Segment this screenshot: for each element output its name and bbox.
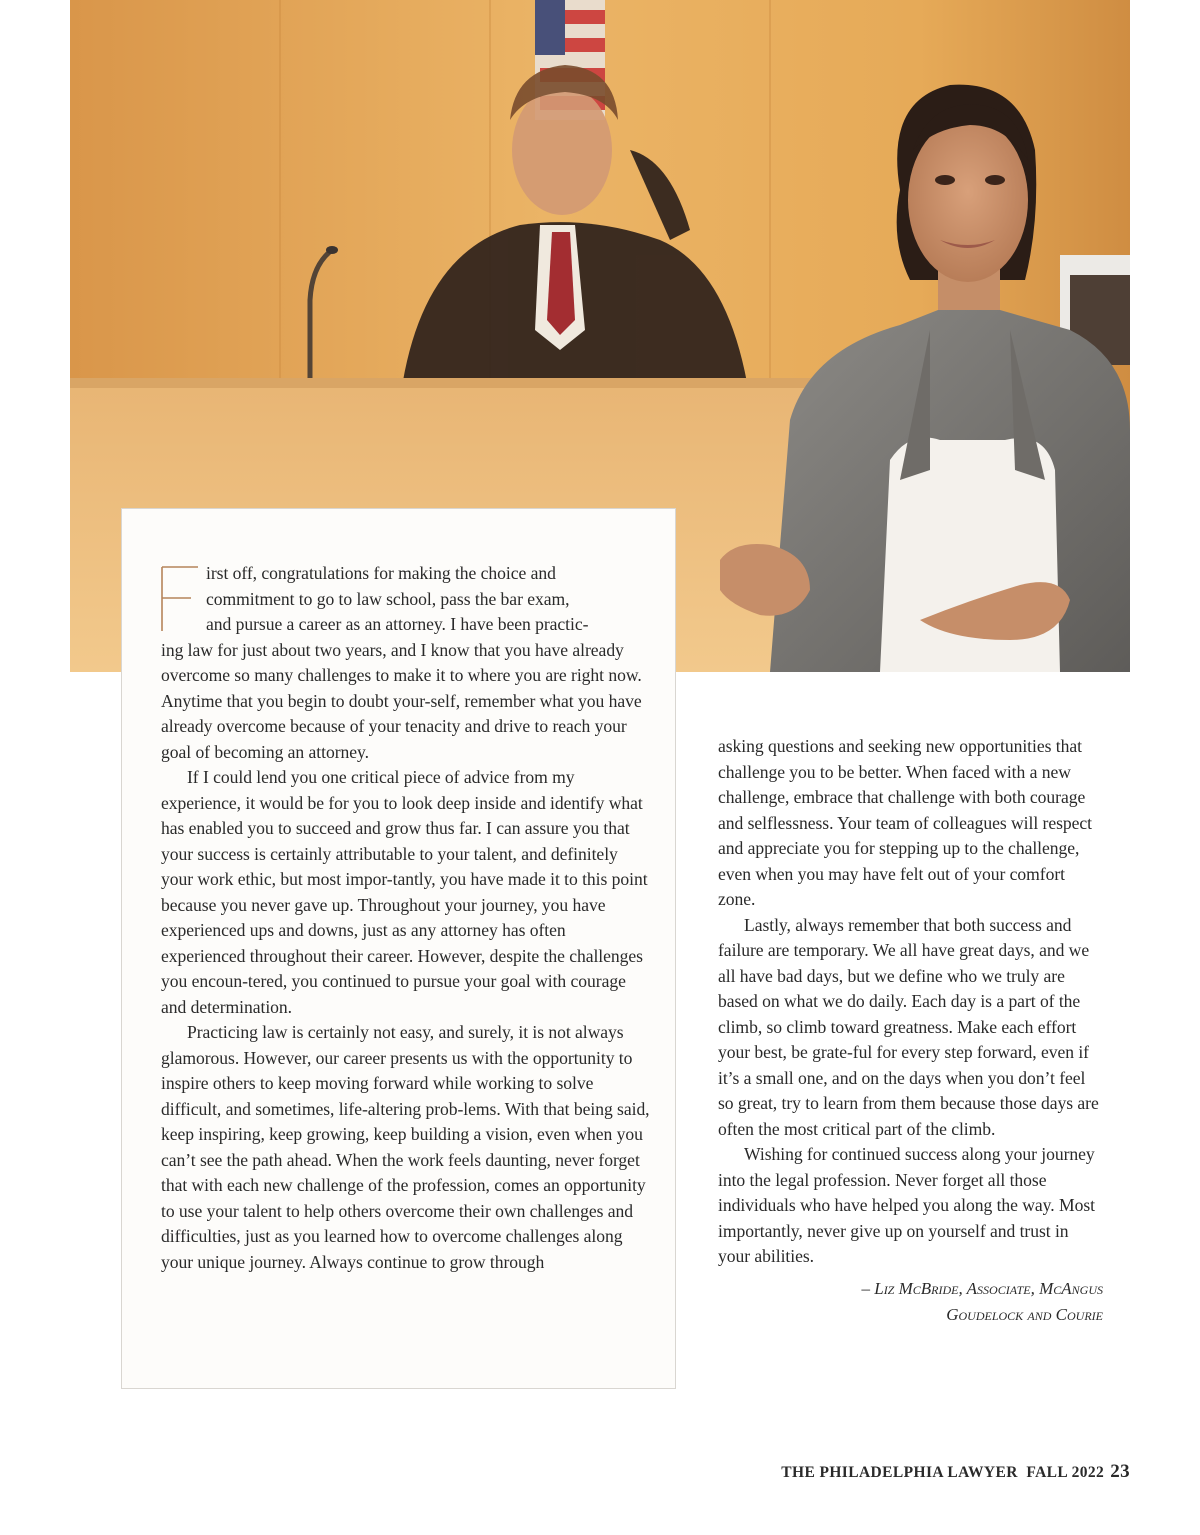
page-footer (781, 1461, 1130, 1483)
page-number: 23 (1110, 1461, 1130, 1482)
dropcap-line-2: commitment to go to law school, pass the bar exam, (206, 588, 570, 609)
publication-name: THE PHILADELPHIA LAWYER FALL 2022 (781, 1464, 1105, 1481)
article-column-right (718, 734, 1103, 1328)
dropcap-line-1: irst off, congratulations for making the choice and (206, 563, 556, 583)
paragraph-3-continued: asking questions and seeking new opportunities that challenge you to be better. When faced with a new challenge, embrace that challenge with both courage and selflessness. Your team of colleagues will respect and appreciate you for stepping up to the challenge, even when you may have felt out of your comfort zone. (718, 736, 1093, 909)
paragraph-2: If I could lend you one critical piece of advice from my experience, it would be for you to look deep inside and identify what has enabled you to succeed and grow thus far. I can assure you that your success is certainly attributable to your talent, and definitely your work ethic, but most impor-tantly, you have made it to this point because you never gave up. Throughout your journey, you have experienced ups and downs, just as any attorney has often experienced throughout their career. However, despite the challenges you encoun-tered, you continued to pursue your goal with courage and determination. (161, 767, 648, 1017)
paragraph-1-continued: ing law for just about two years, and I know that you have already overcome so many challenges to make it to where you are right now. Anytime that you begin to doubt your-self, remember what you have already overcome because of your tenacity and drive to reach your goal of becoming an attorney. (161, 639, 642, 762)
opening-paragraph-lead (161, 561, 651, 638)
author-signature (718, 1276, 1103, 1328)
paragraph-4: Lastly, always remember that both success and failure are temporary. We all have great days, and we all have bad days, but we define who we truly are based on what we do daily. Each day is a part of the climb, so climb toward greatness. Make each effort your best, be grate-ful for every step forward, even if it’s a small one, and on the days when you don’t feel so great, try to learn from them because those days are often the most critical part of the climb. (718, 914, 1099, 1139)
dropcap-letter (161, 565, 199, 631)
dropcap-f-glyph (161, 565, 199, 631)
signature-line-1: – Liz McBride, Associate, McAngus (861, 1278, 1103, 1298)
signature-line-2: Goudelock and Courie (946, 1304, 1103, 1324)
dropcap-line-3: and pursue a career as an attorney. I have been practic- (206, 614, 589, 634)
article-column-left (161, 561, 651, 1275)
paragraph-3: Practicing law is certainly not easy, and surely, it is not always glamorous. However, our career presents us with the opportunity to inspire others to keep moving forward while working to solve difficult, and sometimes, life-altering prob-lems. With that being said, keep inspiring, keep growing, keep building a vision, even when you can’t see the path ahead. When the work feels daunting, never forget that with each new challenge of the profession, comes an opportunity to use your talent to help others overcome their own challenges and difficulties, just as you learned how to overcome challenges along your unique journey. Always continue to grow through (161, 1022, 650, 1272)
paragraph-5: Wishing for continued success along your journey into the legal profession. Never forget all those individuals who have helped you along the way. Most importantly, never give up on yourself and trust in your abilities. (718, 1144, 1095, 1266)
